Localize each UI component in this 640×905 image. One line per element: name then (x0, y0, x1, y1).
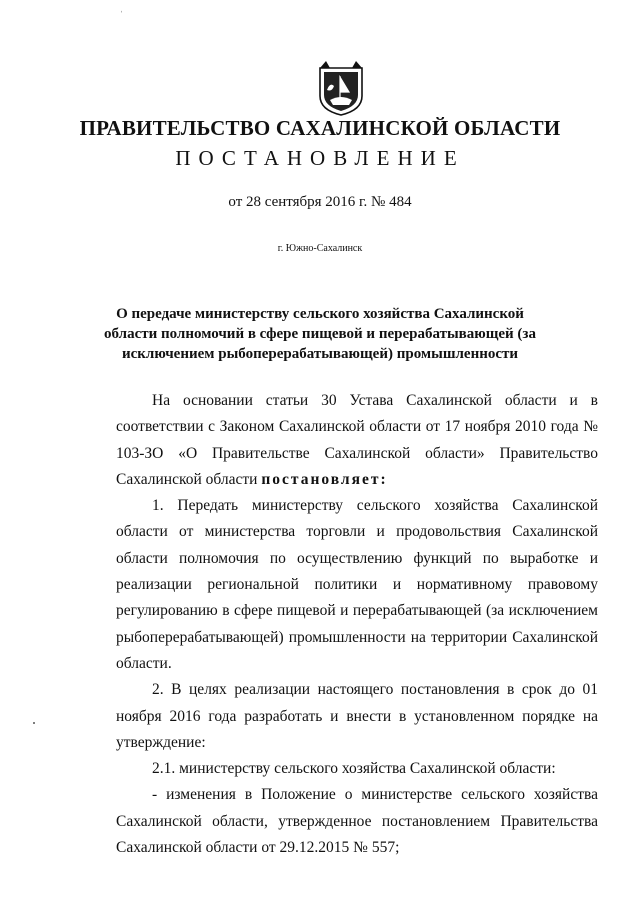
government-title: ПРАВИТЕЛЬСТВО САХАЛИНСКОЙ ОБЛАСТИ (79, 116, 561, 140)
document-body (116, 388, 598, 861)
sakhalin-coat-of-arms-icon (316, 60, 366, 116)
item-1-paragraph: 1. Передать министерству сельского хозяйства Сахалинской области от министерства торговли и продовольствия Сахалинской области полномочия по осуществлению функций по выработке и реализации региональной политики и нормативному правовому регулированию в сфере пищевой и перерабатывающей (за исключением рыбоперерабатывающей) промышленности на территории Сахалинской области. (116, 497, 598, 672)
document-city: г. Южно-Сахалинск (277, 243, 363, 254)
scan-mark: ˈ (120, 10, 124, 21)
item-2-1-a-paragraph: - изменения в Положение о министерстве сельского хозяйства Сахалинской области, утвержденное постановлением Правительства Сахалинской области от 29.12.2015 № 557; (116, 786, 598, 857)
document-type: ПОСТАНОВЛЕНИЕ (175, 146, 465, 170)
document-date-number: от 28 сентября 2016 г. № 484 (228, 194, 412, 210)
scan-speck (33, 722, 35, 724)
item-2-paragraph: 2. В целях реализации настоящего постановления в срок до 01 ноября 2016 года разработать и внести в установленном порядке на утверждение: (116, 681, 598, 751)
document-subject: О передаче министерству сельского хозяйства Сахалинской области полномочий в сфере пищевой и перерабатывающей (за исключением рыбоперерабатывающей) промышленности (104, 306, 536, 362)
intro-paragraph (116, 388, 598, 493)
item-2-1-paragraph: 2.1. министерству сельского хозяйства Сахалинской области: (152, 760, 556, 778)
intro-text: На основании статьи 30 Устава Сахалинской области и в соответствии с Законом Сахалинской области от 17 ноября 2010 года № 103-ЗО «О Правительстве Сахалинской области» Правительство Сахалинской области (116, 392, 598, 488)
decree-word: постановляет: (261, 470, 388, 488)
